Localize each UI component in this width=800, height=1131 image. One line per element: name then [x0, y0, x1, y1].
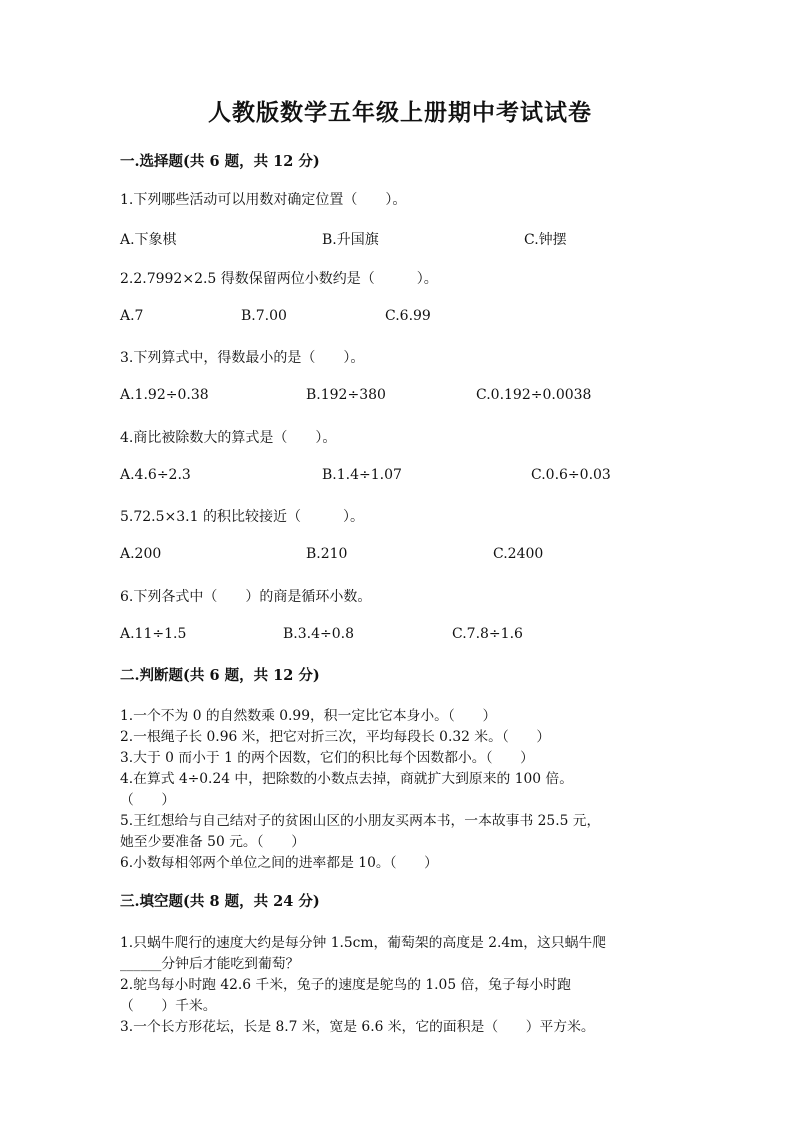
judgement-line: 她至少要准备 50 元。（ ） [120, 834, 305, 850]
option-b: B.210 [306, 546, 348, 562]
option-a: A.4.6÷2.3 [120, 467, 191, 483]
fill-line: 1.只蜗牛爬行的速度大约是每分钟 1.5cm，葡萄架的高度是 2.4m，这只蜗牛爬 [120, 935, 607, 951]
section-heading-fill: 三.填空题(共 8 题，共 24 分) [120, 893, 320, 910]
option-b: B.7.00 [241, 308, 287, 324]
option-a: A.7 [120, 308, 144, 324]
question-text: 2.2.7992×2.5 得数保留两位小数约是（ ）。 [120, 271, 438, 287]
option-a: A.200 [120, 546, 162, 562]
judgement-line: 1.一个不为 0 的自然数乘 0.99，积一定比它本身小。（ ） [120, 708, 497, 724]
option-a: A.1.92÷0.38 [120, 387, 209, 403]
question-text: 5.72.5×3.1 的积比较接近（ ）。 [120, 509, 364, 525]
option-c: C.0.192÷0.0038 [476, 387, 592, 403]
option-b: B.192÷380 [306, 387, 386, 403]
section-heading-judgement: 二.判断题(共 6 题，共 12 分) [120, 667, 320, 684]
judgement-line: 5.王红想给与自己结对子的贫困山区的小朋友买两本书，一本故事书 25.5 元， [120, 813, 601, 829]
question-text: 3.下列算式中，得数最小的是（ ）。 [120, 350, 365, 366]
option-b: B.升国旗 [322, 232, 379, 248]
option-c: C.钟摆 [524, 232, 567, 248]
option-c: C.6.99 [385, 308, 431, 324]
fill-line: 2.鸵鸟每小时跑 42.6 千米，兔子的速度是鸵鸟的 1.05 倍，兔子每小时跑 [120, 977, 571, 993]
option-c: C.7.8÷1.6 [452, 626, 523, 642]
judgement-line: 2.一根绳子长 0.96 米，把它对折三次，平均每段长 0.32 米。（ ） [120, 729, 551, 745]
section-heading-choice: 一.选择题(共 6 题，共 12 分) [120, 153, 320, 170]
fill-line: （ ）千米。 [120, 998, 217, 1014]
page-title: 人教版数学五年级上册期中考试试卷 [208, 99, 592, 126]
question-text: 1.下列哪些活动可以用数对确定位置（ ）。 [120, 192, 407, 208]
option-a: A.下象棋 [120, 232, 177, 248]
option-a: A.11÷1.5 [120, 626, 187, 642]
question-text: 4.商比被除数大的算式是（ ）。 [120, 430, 337, 446]
judgement-line: 3.大于 0 而小于 1 的两个因数，它们的积比每个因数都小。（ ） [120, 750, 534, 766]
fill-line: 3.一个长方形花坛，长是 8.7 米，宽是 6.6 米，它的面积是（ ）平方米。 [120, 1019, 595, 1035]
option-c: C.0.6÷0.03 [531, 467, 611, 483]
judgement-line: （ ） [120, 792, 176, 808]
judgement-line: 4.在算式 4÷0.24 中，把除数的小数点去掉，商就扩大到原来的 100 倍。 [120, 771, 574, 787]
option-b: B.1.4÷1.07 [322, 467, 402, 483]
question-text: 6.下列各式中（ ）的商是循环小数。 [120, 589, 372, 605]
fill-line: ______分钟后才能吃到葡萄？ [120, 956, 300, 972]
judgement-line: 6.小数每相邻两个单位之间的进率都是 10。（ ） [120, 855, 438, 871]
option-b: B.3.4÷0.8 [283, 626, 354, 642]
option-c: C.2400 [493, 546, 544, 562]
